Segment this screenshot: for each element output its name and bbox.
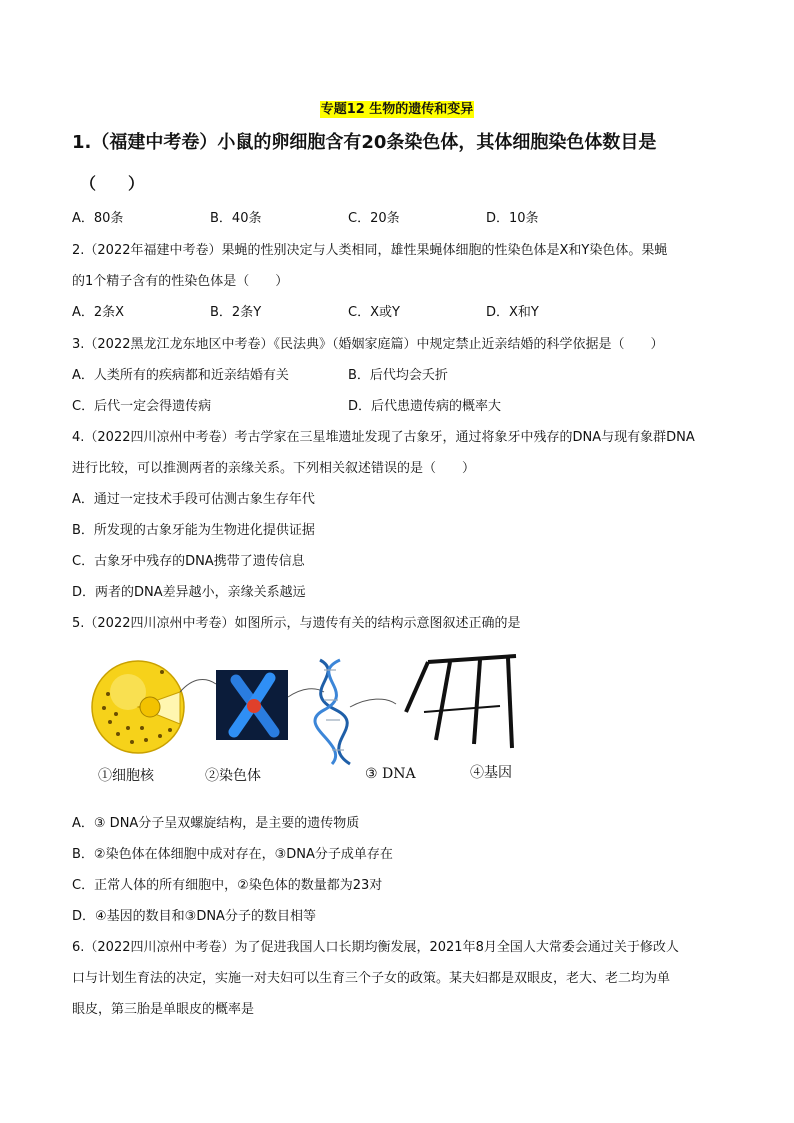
q5-option-c: C．正常人体的所有细胞中，②染色体的数量都为23对 bbox=[72, 878, 383, 893]
q5-option-d: D．④基因的数目和③DNA分子的数目相等 bbox=[72, 909, 316, 924]
chromosome-illustration bbox=[216, 670, 288, 740]
question-5-stem: 5.（2022四川凉州中考卷）如图所示，与遗传有关的结构示意图叙述正确的是 bbox=[72, 616, 521, 631]
q1-option-a: A．80条 bbox=[72, 211, 124, 226]
q2-option-a: A．2条X bbox=[72, 305, 125, 320]
question-4-stem: 4.（2022四川凉州中考卷）考古学家在三星堆遗址发现了古象牙，通过将象牙中残存的DNA与现有象群DNA bbox=[72, 430, 695, 445]
q3-option-d: D．后代患遗传病的概率大 bbox=[348, 399, 502, 414]
q1-option-d: D．10条 bbox=[486, 211, 539, 226]
q3-option-c: C．后代一定会得遗传病 bbox=[72, 399, 212, 414]
question-2-stem-cont: 的1个精子含有的性染色体是（ ） bbox=[72, 274, 289, 289]
question-1-stem: 1.（福建中考卷）小鼠的卵细胞含有20条染色体，其体细胞染色体数目是 bbox=[72, 132, 657, 153]
page-title: 专题12 生物的遗传和变异 bbox=[320, 102, 474, 117]
dna-helix-illustration bbox=[315, 660, 350, 764]
caption-chromosome: ②染色体 bbox=[205, 768, 261, 784]
question-6-stem-cont: 口与计划生育法的决定，实施一对夫妇可以生育三个子女的政策。某夫妇都是双眼皮，老大、老二均为单 bbox=[72, 971, 671, 986]
question-1-bracket: （ ） bbox=[80, 174, 145, 193]
q2-option-d: D．X和Y bbox=[486, 305, 539, 320]
q2-option-b: B．2条Y bbox=[210, 305, 262, 320]
q3-option-b: B．后代均会夭折 bbox=[348, 368, 448, 383]
q4-option-c: C．古象牙中残存的DNA携带了遗传信息 bbox=[72, 554, 305, 569]
q1-option-b: B．40条 bbox=[210, 211, 262, 226]
question-6-stem-cont-2: 眼皮，第三胎是单眼皮的概率是 bbox=[72, 1002, 255, 1017]
q4-option-d: D．两者的DNA差异越小，亲缘关系越远 bbox=[72, 585, 306, 600]
question-3-stem: 3.（2022黑龙江龙东地区中考卷）《民法典》（婚姻家庭篇）中规定禁止近亲结婚的科学依据是（ ） bbox=[72, 337, 664, 352]
cell-nucleus-illustration bbox=[92, 661, 184, 753]
gene-ladder-illustration bbox=[406, 656, 516, 748]
question-4-stem-cont: 进行比较，可以推测两者的亲缘关系。下列相关叙述错误的是（ ） bbox=[72, 461, 476, 476]
question-6-stem: 6.（2022四川凉州中考卷）为了促进我国人口长期均衡发展，2021年8月全国人大常委会通过关于修改人 bbox=[72, 940, 679, 955]
q5-option-a: A．③ DNA分子呈双螺旋结构，是主要的遗传物质 bbox=[72, 816, 360, 831]
caption-dna: ③ DNA bbox=[365, 766, 416, 782]
q2-option-c: C．X或Y bbox=[348, 305, 400, 320]
q5-option-b: B．②染色体在体细胞中成对存在，③DNA分子成单存在 bbox=[72, 847, 393, 862]
q4-option-a: A．通过一定技术手段可估测古象生存年代 bbox=[72, 492, 315, 507]
q3-option-a: A．人类所有的疾病都和近亲结婚有关 bbox=[72, 368, 289, 383]
question-2-stem: 2.（2022年福建中考卷）果蝇的性别决定与人类相同，雄性果蝇体细胞的性染色体是X和Y染色体。果蝇 bbox=[72, 243, 668, 258]
caption-gene: ④基因 bbox=[470, 765, 512, 781]
q4-option-b: B．所发现的古象牙能为生物进化提供证据 bbox=[72, 523, 315, 538]
caption-cell-nucleus: ①细胞核 bbox=[98, 768, 154, 784]
q1-option-c: C．20条 bbox=[348, 211, 400, 226]
